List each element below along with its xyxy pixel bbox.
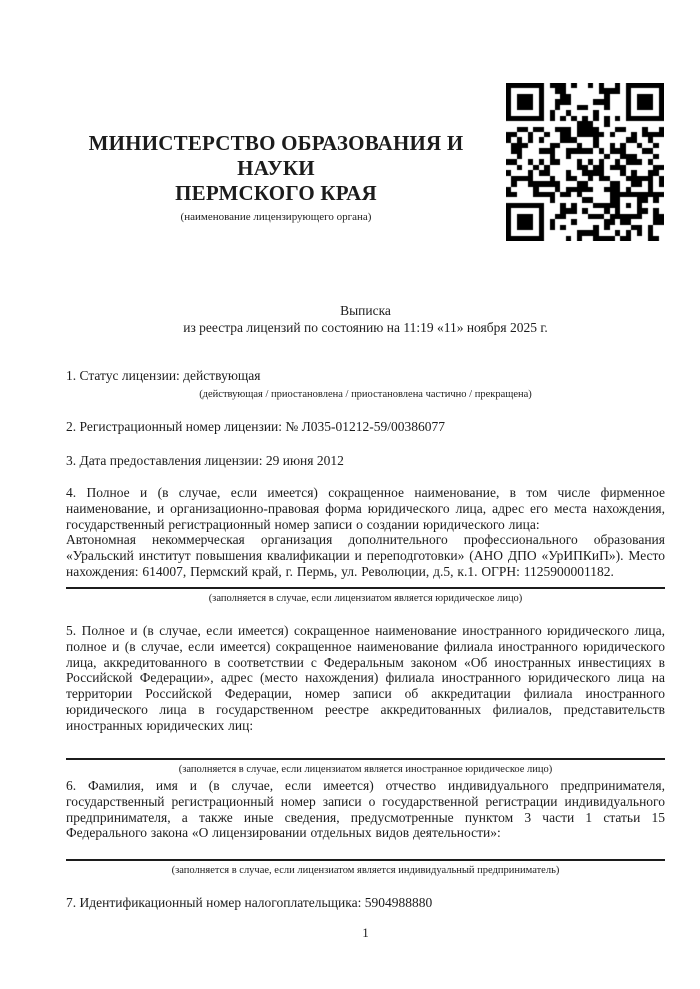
- header: [66, 131, 486, 224]
- document-title-line2: из реестра лицензий по состоянию на 11:19 «11» ноября 2025 г.: [183, 319, 548, 335]
- field-underline: [66, 859, 665, 861]
- section-license-date: [66, 453, 665, 469]
- section-license-status: [66, 368, 665, 401]
- legal-entity-note: (заполняется в случае, если лицензиатом является юридическое лицо): [208, 592, 523, 604]
- ministry-name-line2: ПЕРМСКОГО КРАЯ: [175, 181, 377, 205]
- ministry-name-line1: МИНИСТЕРСТВО ОБРАЗОВАНИЯ И НАУКИ: [88, 131, 464, 180]
- section-legal-entity: [66, 485, 665, 605]
- document-title: [50, 303, 681, 336]
- qr-code-icon: [506, 83, 664, 241]
- legal-entity-value: Автономная некоммерческая организация дополнительного профессионального образования «Уральский институт повышения квалификации и переподготовки» (АНО ДПО «УрИПКиП»). Место нахождения: 614007, Пермский край, г. Пермь, ул. Революции, д.5, к.1. ОГРН: 1125900001182.: [66, 532, 665, 579]
- document-title-line1: Выписка: [340, 303, 391, 318]
- taxpayer-id-text: 7. Идентификационный номер налогоплательщика: 5904988880: [66, 895, 433, 910]
- license-status-note: (действующая / приостановлена / приостановлена частично / прекращена): [199, 388, 532, 400]
- license-status-text: 1. Статус лицензии: действующая: [66, 368, 261, 383]
- license-date-text: 3. Дата предоставления лицензии: 29 июня 2012: [66, 453, 344, 468]
- section-individual-entrepreneur: [66, 778, 665, 877]
- field-underline: [66, 758, 665, 760]
- field-underline: [66, 587, 665, 589]
- licensing-authority-caption: (наименование лицензирующего органа): [180, 211, 372, 223]
- section-registration-number: [66, 419, 665, 435]
- individual-entrepreneur-heading: 6. Фамилия, имя и (в случае, если имеется) отчество индивидуального предпринимателя, государственный регистрационный номер записи о государственной регистрации индивидуального предпринимателя, а также иные сведения, предусмотренные пунктом 3 части 1 статьи 15 Федерального закона «О лицензировании отдельных видов деятельности»:: [66, 778, 665, 841]
- foreign-entity-note: (заполняется в случае, если лицензиатом является иностранное юридическое лицо): [178, 763, 553, 775]
- foreign-entity-heading: 5. Полное и (в случае, если имеется) сокращенное наименование иностранного юридического лица, полное и (в случае, если имеется) сокращенное наименование филиала иностранного юридического лица, аккредитованного в соответствии с Федеральным законом «Об иностранных инвестициях в Российской Федерации», адрес (место нахождения) филиала иностранного юридического лица на территории Российской Федерации, номер записи об аккредитации филиала иностранного юридического лица в государственном реестре аккредитованных филиалов, представительств иностранных юридических лиц:: [66, 623, 665, 733]
- section-taxpayer-id: [66, 895, 665, 911]
- legal-entity-heading: 4. Полное и (в случае, если имеется) сокращенное наименование, в том числе фирменное наименование, и организационно-правовая форма юридического лица, адрес его места нахождения, государственный регистрационный номер записи о создании юридического лица:: [66, 485, 665, 532]
- registration-number-text: 2. Регистрационный номер лицензии: № Л035-01212-59/00386077: [66, 419, 446, 434]
- section-foreign-entity: [66, 623, 665, 776]
- page-number: 1: [362, 925, 369, 940]
- individual-entrepreneur-note: (заполняется в случае, если лицензиатом является индивидуальный предприниматель): [171, 865, 560, 877]
